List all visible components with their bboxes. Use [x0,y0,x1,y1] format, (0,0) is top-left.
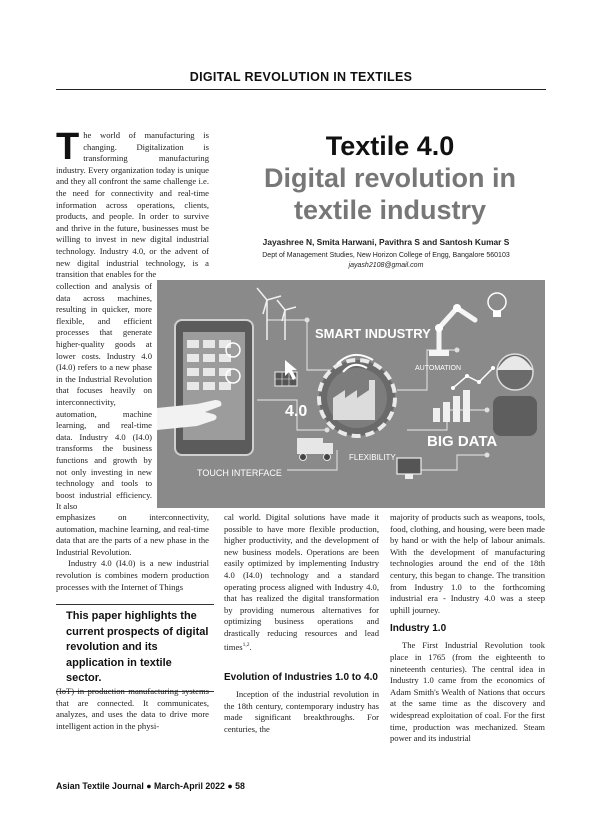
automation-label: AUTOMATION [415,365,462,372]
section-header: DIGITAL REVOLUTION IN TEXTILES [189,70,413,84]
illustration-graphic [157,280,545,508]
column-2-paragraph-2: Inception of the industrial revolution in the 18th century, contemporary industry has made significant breakthroughs. For centuries, the [224,688,379,734]
column-3 [390,512,545,745]
column-2-text: cal world. Digital solutions have made it possible to have more flexible production, higher productivity, and the development of new business models. Operations are been easily optimized by implementing Industry 4.0 (I4.0) technology and a standard operating process aligned with Industry 4.0, that has realized the digital transformation by providing numerous alternatives for optimizing business operations and drastically reducing resources and lead times [224,512,379,652]
column-1-end [56,686,209,732]
title-line-2: Digital revolution in [263,163,516,193]
subheading-industry-1: Industry 1.0 [390,623,447,635]
column-1-top [56,126,209,281]
email: jayash2108@gmail.com [348,262,424,269]
intro-paragraph: he world of manufacturing is changing. Digitalization is transforming manufacturing industry. Every organization today is unique and they all confront the same challenge i.e. the need for connectivity and real-time information across operations, clients, products, and people. In order to survive and thrive in the future, businesses must be willing to invest in new digital industrial technology. Industry 4.0, or the advent of new digital industrial technology, is a transition that enables for the [56,130,209,280]
touch-interface-label: TOUCH INTERFACE [197,468,282,478]
column-1-bottom [56,512,209,593]
intro-paragraph-continued: collection and analysis of data across machines, resulting in quicker, more flexible, and efficient processes that generate higher-quality goods at lower costs. Industry 4.0 (I4.0) refers to a new phase in the Industrial Revolution that focuses heavily on interconnectivity, automation, machine learning, and real-time data. Industry 4.0 (I4.0) transforms the business functions and growth by not only investing in new technology and tools to boost industrial efficiency. It also [56,281,152,512]
article-title [240,130,540,226]
tablet-icon [175,320,253,455]
reference-marker: 1,2 [242,641,250,648]
sentence-end: . [249,641,252,652]
column-2-paragraph-1 [224,512,379,653]
header-rule [56,89,546,90]
paragraph-3: (IoT) in production manufacturing systems that are connected. It communicates, analyzes, and uses the data to drive more intelligent action in the physi- [56,686,209,731]
column-3-paragraph-1: majority of products such as weapons, tools, food, clothing, and housing, were been made by hand or with the help of labour animals. With the development of manufacturing technologies around the end of the 18th century, this began to change. The transition from Industry 1.0 to the forthcoming industrial era - Industry 4.0 was a steep uphill journey. [390,512,545,615]
big-data-label: BIG DATA [427,433,498,450]
authors: Jayashree N, Smita Harwani, Pavithra S and Santosh Kumar S [262,237,510,247]
drop-cap: T [56,126,80,168]
smart-industry-label: SMART INDUSTRY [315,326,431,341]
column-3-paragraph-2: The First Industrial Revolution took place in 1765 (from the eighteenth to nineteenth centuries). The central idea in Industry 1.0 came from the economics of Adam Smith's Wealth of Nations that occurs at the same time as the discovery and widespread exploitation of coal. For the first time, production was mechanized. Steam power and its industrial [390,640,545,744]
affiliation [236,251,536,271]
page-footer: Asian Textile Journal ● March-April 2022 ● 58 [56,781,245,791]
intro-paragraph-end: emphasizes on interconnectivity, automation, machine learning, and real-time data that are the parts of a new phase in the Industrial Revolution. [56,512,209,557]
affiliation-line: Dept of Management Studies, New Horizon College of Engg, Bangalore 560103 [262,252,510,259]
highlight-callout: This paper highlights the current prospects of digital revolution and its application in textile sector. [56,604,214,692]
subheading-evolution: Evolution of Industries 1.0 to 4.0 [224,671,378,683]
title-line-1: Textile 4.0 [325,131,455,161]
column-1-narrow [56,281,152,513]
flexibility-label: FLEXIBILITY [349,453,396,462]
industry-illustration [157,280,545,508]
four-point-zero-label: 4.0 [285,403,308,420]
title-line-3: textile industry [293,195,487,225]
paragraph-2: Industry 4.0 (I4.0) is a new industrial revolution is combines modern production processes with the Internet of Things [56,558,209,592]
column-2 [224,512,379,735]
